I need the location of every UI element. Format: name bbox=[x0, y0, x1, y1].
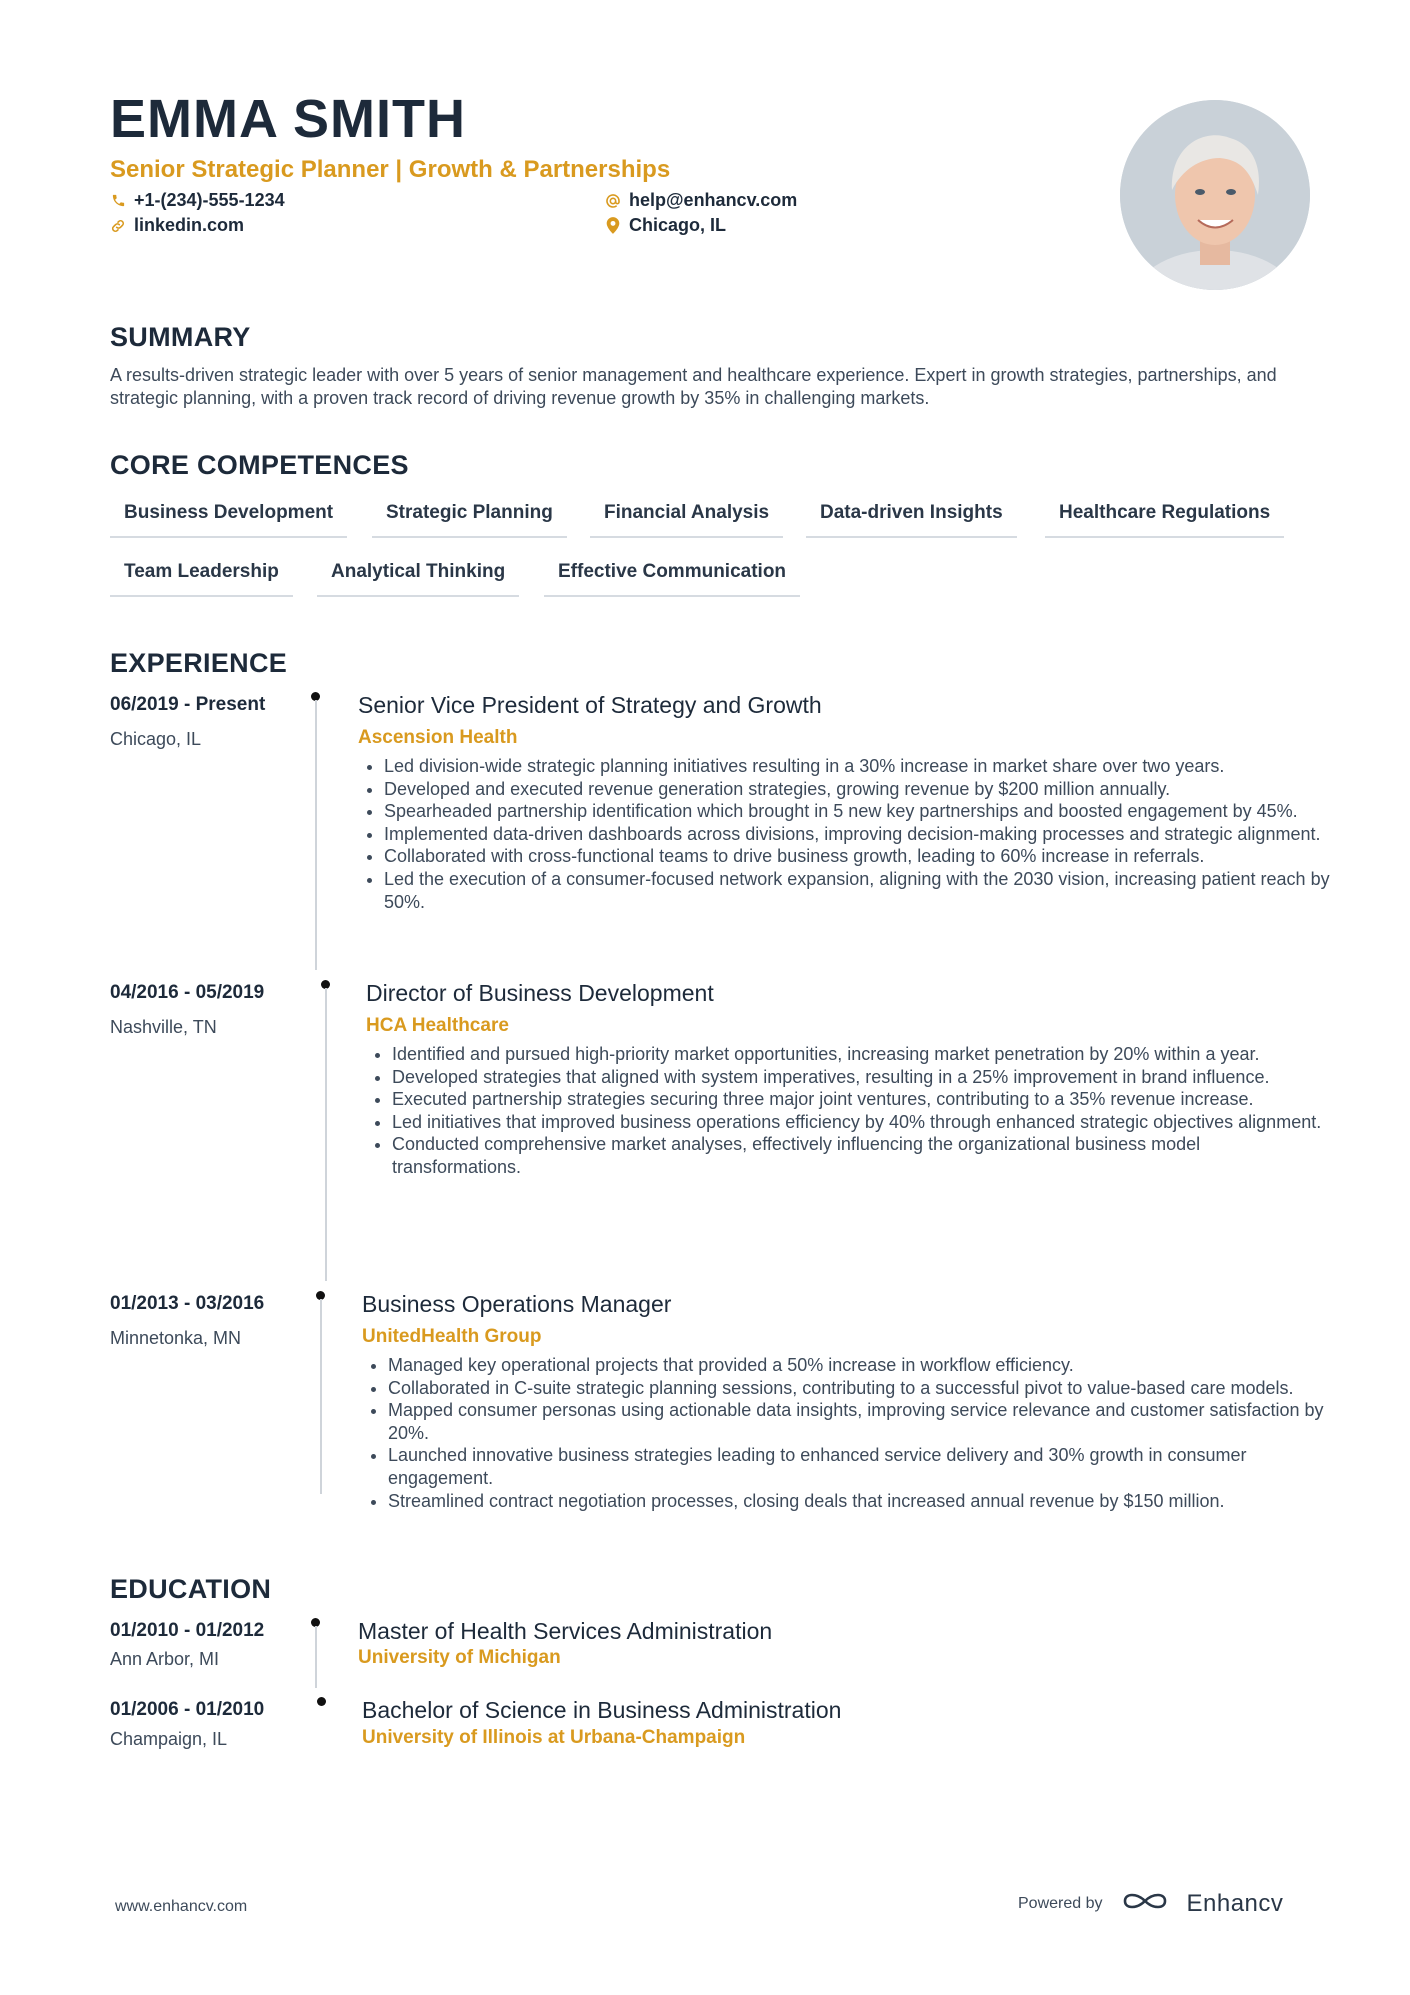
linkedin-link[interactable]: linkedin.com bbox=[134, 215, 245, 235]
brand-name: Enhancv bbox=[1186, 1889, 1284, 1917]
footer-website[interactable]: www.enhancv.com bbox=[115, 1898, 248, 1915]
timeline-line bbox=[320, 1299, 322, 1494]
competences-heading: CORE COMPETENCES bbox=[110, 450, 409, 480]
job-location: Minnetonka, MN bbox=[110, 1328, 242, 1348]
job-bullet: • Executed partnership strategies securing three major joint ventures, contributing to a 35% revenue increase. bbox=[392, 1088, 1332, 1111]
candidate-title: Senior Strategic Planner | Growth & Partnerships bbox=[110, 156, 671, 183]
summary-text: A results-driven strategic leader with over 5 years of senior management and healthcare experience. Expert in growth strategies, partnerships, and strategic planning, with a proven track record of driving revenue growth by 35% in challenging markets. bbox=[110, 365, 1277, 408]
job-role: Senior Vice President of Strategy and Growth bbox=[358, 692, 822, 718]
job-bullets bbox=[366, 1043, 1332, 1179]
job-bullet: • Launched innovative business strategies leading to enhanced service delivery and 30% growth in consumer engagement. bbox=[388, 1444, 1332, 1489]
enhancv-logo-icon bbox=[1121, 1888, 1169, 1919]
map-pin-icon bbox=[605, 218, 621, 234]
timeline-line bbox=[325, 988, 327, 1281]
edu-location: Ann Arbor, MI bbox=[110, 1649, 220, 1669]
contact-phone bbox=[110, 190, 285, 211]
skill-chip: Effective Communication bbox=[544, 561, 800, 597]
edu-school: University of Michigan bbox=[358, 1647, 561, 1668]
job-company: Ascension Health bbox=[358, 727, 518, 748]
job-bullet: • Mapped consumer personas using actionable data insights, improving service relevance and customer satisfaction by 20%. bbox=[388, 1399, 1332, 1444]
edu-degree: Bachelor of Science in Business Administration bbox=[362, 1697, 842, 1723]
contact-email bbox=[605, 190, 797, 211]
location-text: Chicago, IL bbox=[629, 215, 727, 235]
phone-text: +1-(234)-555-1234 bbox=[134, 190, 285, 210]
profile-photo bbox=[1120, 100, 1310, 290]
summary-heading: SUMMARY bbox=[110, 322, 251, 352]
job-company: HCA Healthcare bbox=[366, 1015, 509, 1036]
job-role: Director of Business Development bbox=[366, 980, 714, 1006]
job-dates: 04/2016 - 05/2019 bbox=[110, 982, 265, 1003]
job-bullet: • Streamlined contract negotiation processes, closing deals that increased annual revenue by $150 million. bbox=[388, 1490, 1332, 1513]
edu-dates: 01/2006 - 01/2010 bbox=[110, 1699, 265, 1720]
edu-dates: 01/2010 - 01/2012 bbox=[110, 1620, 265, 1641]
candidate-name: EMMA SMITH bbox=[110, 89, 466, 149]
contact-location bbox=[605, 215, 726, 236]
job-bullet: • Led the execution of a consumer-focused network expansion, aligning with the 2030 vision, increasing patient reach by 50%. bbox=[384, 868, 1334, 913]
timeline-line bbox=[315, 700, 317, 970]
powered-by-text: Powered by bbox=[1018, 1894, 1103, 1912]
phone-icon bbox=[110, 193, 126, 209]
job-bullet: • Collaborated in C-suite strategic planning sessions, contributing to a successful pivot to value-based care models. bbox=[388, 1377, 1332, 1400]
link-icon bbox=[110, 218, 126, 234]
job-bullet: • Spearheaded partnership identification which brought in 5 new key partnerships and boosted engagement by 45%. bbox=[384, 800, 1334, 823]
edu-school: University of Illinois at Urbana-Champaign bbox=[362, 1727, 746, 1748]
footer-branding bbox=[1018, 1888, 1283, 1919]
job-bullet: • Developed and executed revenue generation strategies, growing revenue by $200 million annually. bbox=[384, 778, 1334, 801]
job-bullet: • Collaborated with cross-functional teams to drive business growth, leading to 60% increase in referrals. bbox=[384, 845, 1334, 868]
email-link[interactable]: help@enhancv.com bbox=[629, 190, 798, 210]
job-bullet: • Developed strategies that aligned with system imperatives, resulting in a 25% improvement in brand influence. bbox=[392, 1066, 1332, 1089]
job-dates: 06/2019 - Present bbox=[110, 694, 266, 715]
job-company: UnitedHealth Group bbox=[362, 1326, 542, 1347]
timeline-dot bbox=[317, 1697, 326, 1706]
job-bullets bbox=[362, 1354, 1332, 1512]
job-location: Chicago, IL bbox=[110, 729, 202, 749]
skill-chip: Strategic Planning bbox=[372, 502, 567, 538]
at-icon bbox=[605, 193, 621, 209]
skill-chip: Team Leadership bbox=[110, 561, 293, 597]
education-heading: EDUCATION bbox=[110, 1574, 272, 1604]
skill-chip: Data-driven Insights bbox=[806, 502, 1017, 538]
skill-chip: Business Development bbox=[110, 502, 347, 538]
job-bullet: • Led division-wide strategic planning initiatives resulting in a 30% increase in market share over two years. bbox=[384, 755, 1334, 778]
experience-heading: EXPERIENCE bbox=[110, 648, 288, 678]
skill-chip: Financial Analysis bbox=[590, 502, 783, 538]
job-bullets bbox=[358, 755, 1334, 913]
job-dates: 01/2013 - 03/2016 bbox=[110, 1293, 265, 1314]
job-bullet: • Managed key operational projects that provided a 50% increase in workflow efficiency. bbox=[388, 1354, 1332, 1377]
contact-linkedin bbox=[110, 215, 244, 236]
job-location: Nashville, TN bbox=[110, 1017, 217, 1037]
skill-chip: Analytical Thinking bbox=[317, 561, 519, 597]
job-bullet: • Conducted comprehensive market analyses, effectively influencing the organizational business model transformations. bbox=[392, 1133, 1332, 1178]
skill-chip: Healthcare Regulations bbox=[1045, 502, 1284, 538]
edu-location: Champaign, IL bbox=[110, 1729, 228, 1749]
job-role: Business Operations Manager bbox=[362, 1291, 672, 1317]
job-bullet: • Identified and pursued high-priority market opportunities, increasing market penetration by 20% within a year. bbox=[392, 1043, 1332, 1066]
timeline-line bbox=[315, 1626, 317, 1688]
edu-degree: Master of Health Services Administration bbox=[358, 1618, 773, 1644]
job-bullet: • Implemented data-driven dashboards across divisions, improving decision-making processes and strategic alignment. bbox=[384, 823, 1334, 846]
job-bullet: • Led initiatives that improved business operations efficiency by 40% through enhanced strategic objectives alignment. bbox=[392, 1111, 1332, 1134]
